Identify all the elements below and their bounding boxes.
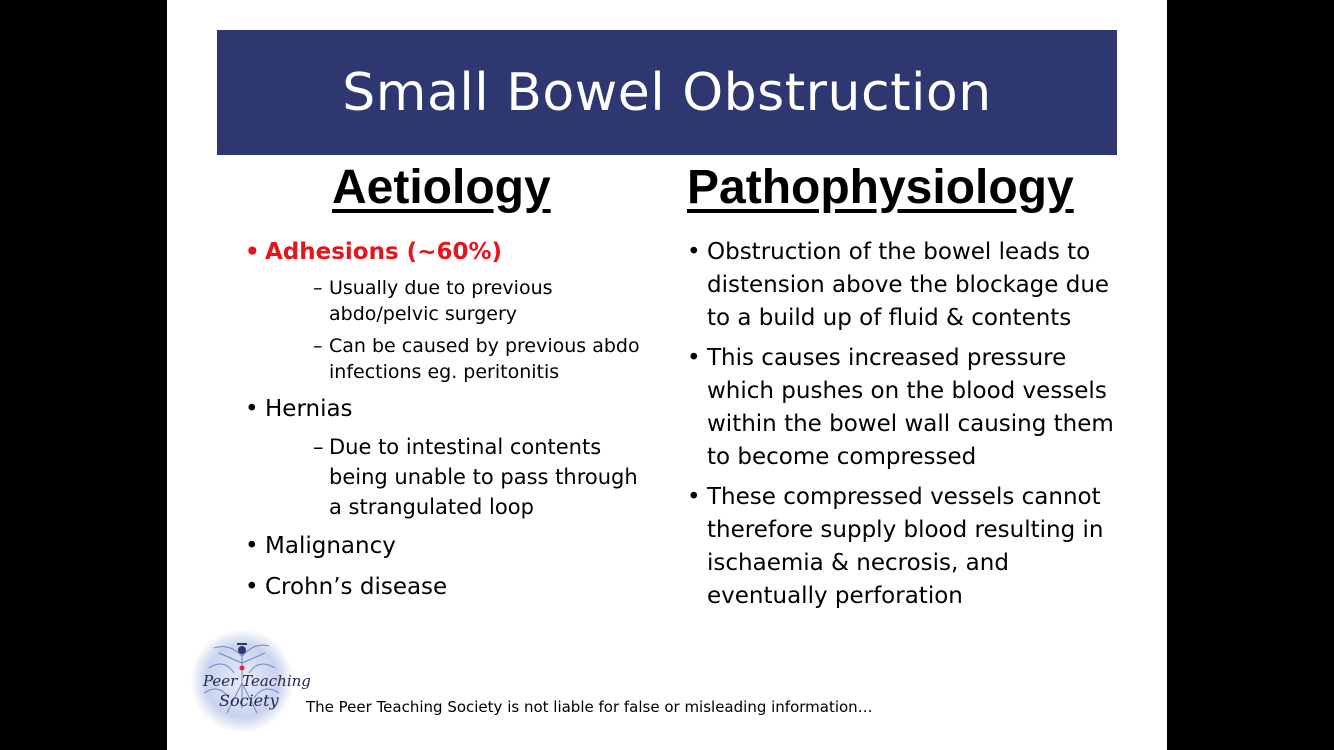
list-item xyxy=(245,393,645,522)
list-item xyxy=(245,236,645,385)
pathophysiology-list xyxy=(687,236,1117,620)
dash-icon: – xyxy=(313,435,324,459)
bullet-icon: • xyxy=(245,239,260,265)
sub-item-label: Usually due to previous abdo/pelvic surgery xyxy=(329,277,553,325)
slide xyxy=(167,0,1167,750)
sub-item xyxy=(313,275,645,327)
bullet-icon: • xyxy=(687,239,701,265)
sub-item xyxy=(313,432,645,522)
list-item-label: These compressed vessels cannot therefore supply blood resulting in ischaemia & necrosis, and eventually perforation xyxy=(707,484,1104,609)
list-item xyxy=(245,571,645,604)
bullet-icon: • xyxy=(687,484,701,510)
logo-text-line2: Society xyxy=(219,691,279,710)
list-item-label: This causes increased pressure which pushes on the blood vessels within the bowel wall causing them to become compressed xyxy=(707,345,1114,470)
aetiology-list xyxy=(245,236,645,612)
dash-icon: – xyxy=(313,335,323,357)
dash-icon: – xyxy=(313,277,323,299)
list-item-label: Adhesions (~60%) xyxy=(265,239,503,265)
list-item-label: Crohn’s disease xyxy=(265,574,448,600)
list-item xyxy=(245,530,645,563)
list-item xyxy=(687,236,1117,335)
bullet-icon: • xyxy=(687,345,701,371)
pathophysiology-heading: Pathophysiology xyxy=(687,161,1074,214)
title-bar xyxy=(217,30,1117,155)
sub-item-label: Due to intestinal contents being unable to pass through a strangulated loop xyxy=(329,435,638,519)
list-item-label: Malignancy xyxy=(265,533,396,559)
peer-teaching-society-logo xyxy=(189,628,311,734)
aetiology-heading: Aetiology xyxy=(332,161,551,214)
bullet-icon: • xyxy=(245,396,259,422)
list-item-label: Obstruction of the bowel leads to distension above the blockage due to a build up of fluid & contents xyxy=(707,239,1110,331)
slide-title: Small Bowel Obstruction xyxy=(342,62,992,123)
disclaimer-text: The Peer Teaching Society is not liable for false or misleading information… xyxy=(306,698,873,716)
logo-text-line1: Peer Teaching xyxy=(203,672,311,690)
list-item xyxy=(687,481,1117,613)
list-item-label: Hernias xyxy=(265,396,353,422)
sub-item xyxy=(313,333,645,385)
bullet-icon: • xyxy=(245,533,259,559)
list-item xyxy=(687,342,1117,474)
bullet-icon: • xyxy=(245,574,259,600)
sub-item-label: Can be caused by previous abdo infections eg. peritonitis xyxy=(329,335,640,383)
